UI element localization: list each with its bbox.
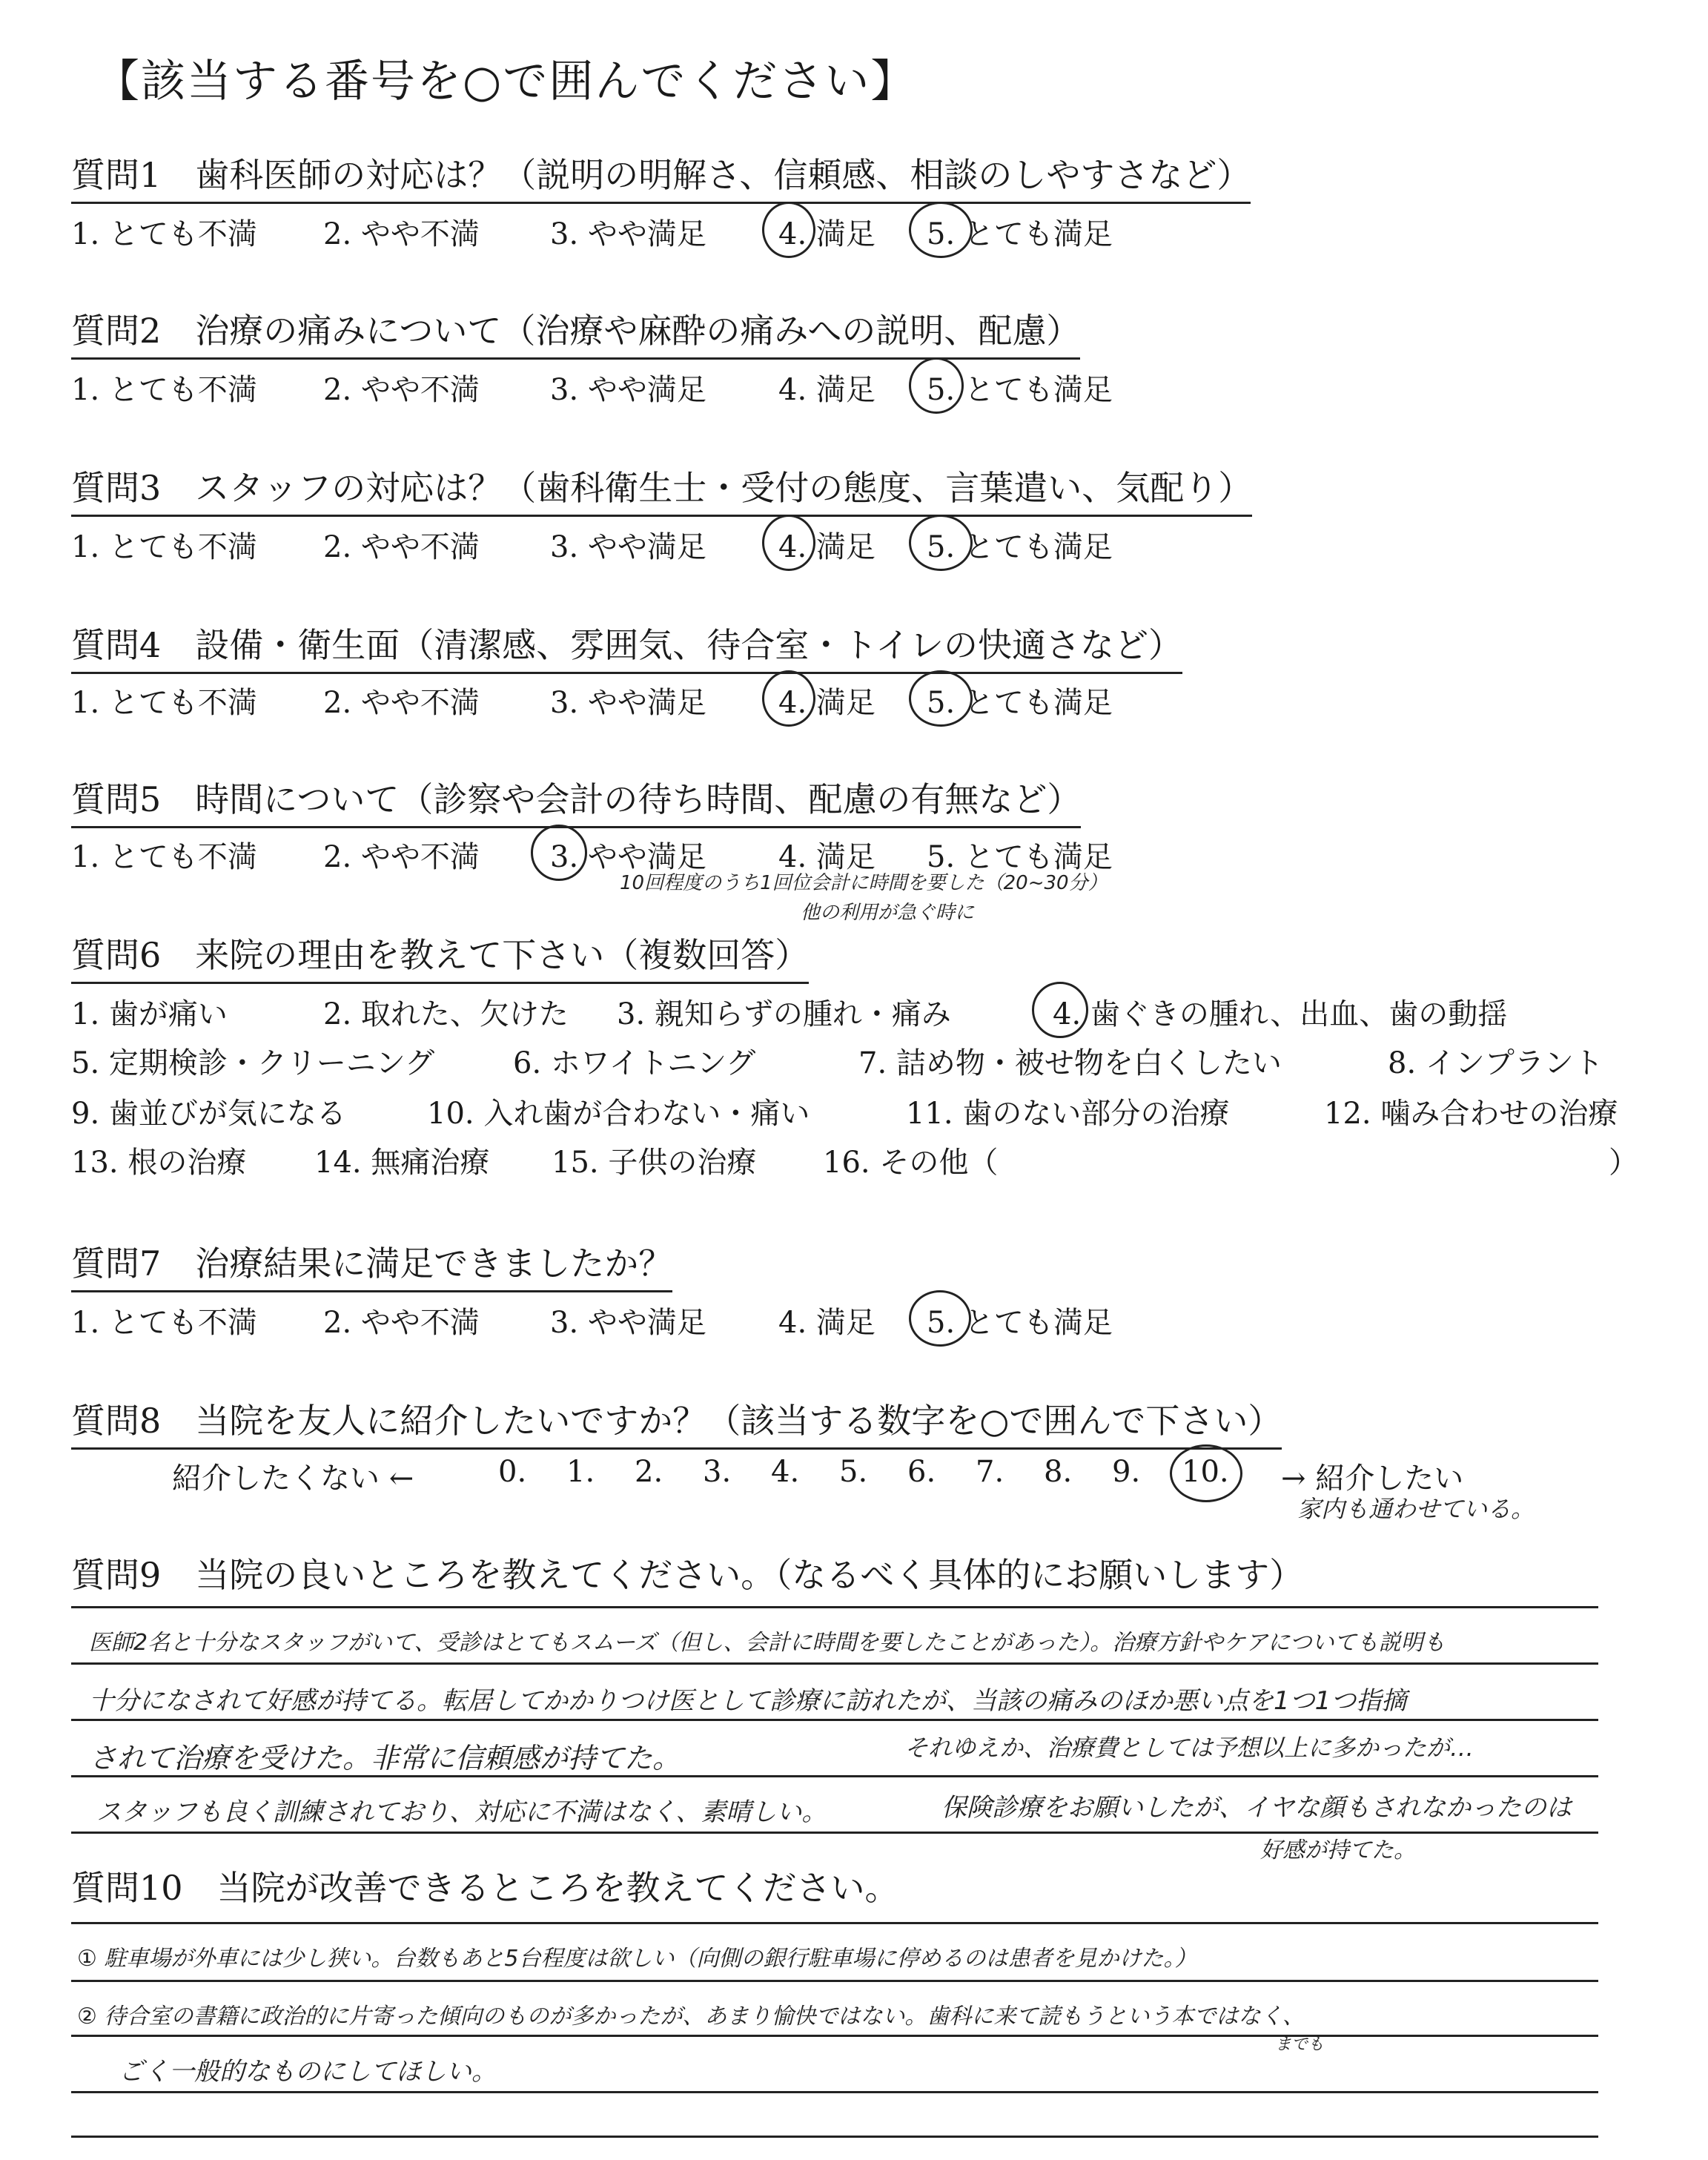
q8-scale-3[interactable]: 3.	[703, 1455, 732, 1489]
q9-answer-text-4b: 保険診療をお願いしたが、イヤな顔もされなかったのは	[941, 1793, 1572, 1823]
q6-option-11[interactable]: 11. 歯のない部分の治療	[906, 1097, 1230, 1131]
q7-circle-mark-5	[909, 1290, 971, 1347]
q10-answer-line-2	[71, 1980, 1598, 1982]
q6-circle-mark-4	[1032, 982, 1088, 1038]
q6-option-14[interactable]: 14. 無痛治療	[314, 1146, 490, 1180]
q3-option-4[interactable]: 4. 満足	[778, 530, 875, 564]
question-8-heading: 質問8 当院を友人に紹介したいですか？（該当する数字を○で囲んで下さい）	[71, 1394, 1282, 1450]
question-5-heading: 質問5 時間について（診察や会計の待ち時間、配慮の有無など）	[71, 773, 1081, 828]
q2-option-4[interactable]: 4. 満足	[778, 373, 875, 407]
q3-option-1[interactable]: 1. とても不満	[71, 530, 257, 564]
q3-circle-mark-5	[909, 515, 973, 571]
q6-option-10[interactable]: 10. 入れ歯が合わない・痛い	[427, 1097, 810, 1131]
q10-answer-text-3: ごく一般的なものにしてほしい。	[119, 2057, 497, 2087]
q10-answer-text-2: ② 待合室の書籍に政治的に片寄った傾向のものが多かったが、あまり愉快ではない。歯科に来て読もうという本ではなく、	[77, 2004, 1305, 2029]
q6-option-16[interactable]: 16. その他（	[823, 1146, 999, 1180]
q7-option-1[interactable]: 1. とても不満	[71, 1306, 257, 1340]
q8-scale-5[interactable]: 5.	[839, 1455, 868, 1489]
question-9-heading: 質問9 当院の良いところを教えてください。（なるべく具体的にお願いします）	[71, 1555, 1304, 1595]
q2-option-3[interactable]: 3. やや満足	[550, 373, 706, 407]
q8-scale-4[interactable]: 4.	[771, 1455, 800, 1489]
q8-handwritten-note: 家内も通わせている。	[1297, 1495, 1535, 1523]
q9-answer-line-1	[71, 1606, 1598, 1608]
q6-option-13[interactable]: 13. 根の治療	[71, 1146, 247, 1180]
q5-handwritten-note: 10回程度のうち1回位会計に時間を要した（20~30分）	[620, 872, 1108, 894]
q4-circle-mark-4	[762, 670, 815, 727]
q7-option-5[interactable]: 5. とても満足	[927, 1306, 1113, 1340]
q8-right-label: → 紹介したい	[1281, 1462, 1464, 1496]
q1-option-2[interactable]: 2. やや不満	[323, 217, 480, 251]
q3-option-5[interactable]: 5. とても満足	[927, 530, 1113, 564]
q9-answer-text-1: 医師2名と十分なスタッフがいて、受診はとてもスムーズ（但し、会計に時間を要したことがあった）。治療方針やケアについても説明も	[89, 1630, 1446, 1656]
q4-option-4[interactable]: 4. 満足	[778, 686, 875, 720]
q5-option-2[interactable]: 2. やや不満	[323, 840, 480, 874]
q7-option-4[interactable]: 4. 満足	[778, 1306, 875, 1340]
q3-option-3[interactable]: 3. やや満足	[550, 530, 706, 564]
q5-option-4[interactable]: 4. 満足	[778, 840, 875, 874]
question-2-heading: 質問2 治療の痛みについて（治療や麻酔の痛みへの説明、配慮）	[71, 304, 1080, 360]
question-4-heading: 質問4 設備・衛生面（清潔感、雰囲気、待合室・トイレの快適さなど）	[71, 618, 1182, 674]
q6-option-3[interactable]: 3. 親知らずの腫れ・痛み	[617, 997, 951, 1031]
q7-option-3[interactable]: 3. やや満足	[550, 1306, 706, 1340]
q9-answer-text-3: されて治療を受けた。非常に信頼感が持てた。	[89, 1742, 681, 1774]
q8-scale-8[interactable]: 8.	[1044, 1455, 1073, 1489]
q6-option-4[interactable]: 4. 歯ぐきの腫れ、出血、歯の動揺	[1053, 997, 1508, 1031]
q9-answer-text-5: 好感が持てた。	[1260, 1837, 1416, 1863]
q1-option-4[interactable]: 4. 満足	[778, 217, 875, 251]
q8-left-label: 紹介したくない ←	[172, 1462, 414, 1496]
q6-option-8[interactable]: 8. インプラント	[1388, 1046, 1603, 1080]
q3-circle-mark-4	[762, 515, 815, 571]
q4-option-2[interactable]: 2. やや不満	[323, 686, 480, 720]
q10-answer-line-4	[71, 2091, 1598, 2093]
q4-option-3[interactable]: 3. やや満足	[550, 686, 706, 720]
q4-option-1[interactable]: 1. とても不満	[71, 686, 257, 720]
q1-option-1[interactable]: 1. とても不満	[71, 217, 257, 251]
q8-scale-6[interactable]: 6.	[907, 1455, 936, 1489]
q9-answer-line-2	[71, 1662, 1598, 1665]
q1-option-5[interactable]: 5. とても満足	[927, 217, 1113, 251]
q6-option-7[interactable]: 7. 詰め物・被せ物を白くしたい	[858, 1046, 1282, 1080]
q3-option-2[interactable]: 2. やや不満	[323, 530, 480, 564]
question-1-heading: 質問1 歯科医師の対応は？（説明の明解さ、信頼感、相談のしやすさなど）	[71, 148, 1251, 204]
q9-answer-text-4: スタッフも良く訓練されており、対応に不満はなく、素晴しい。	[96, 1797, 827, 1827]
q4-circle-mark-5	[909, 670, 973, 727]
q4-option-5[interactable]: 5. とても満足	[927, 686, 1113, 720]
q1-circle-mark-5	[909, 202, 973, 258]
q10-answer-line-1	[71, 1922, 1598, 1924]
q8-circle-mark-10	[1170, 1444, 1242, 1502]
q8-scale-9[interactable]: 9.	[1112, 1455, 1141, 1489]
q2-circle-mark-5	[909, 357, 964, 414]
q6-option-9[interactable]: 9. 歯並びが気になる	[71, 1097, 346, 1131]
q9-answer-text-2: 十分になされて好感が持てる。転居してかかりつけ医として診療に訪れたが、当該の痛みのほか悪い点を1つ1つ指摘	[89, 1686, 1407, 1716]
question-10-heading: 質問10 当院が改善できるところを教えてください。	[71, 1868, 899, 1908]
q8-scale-7[interactable]: 7.	[976, 1455, 1004, 1489]
q5-option-1[interactable]: 1. とても不満	[71, 840, 257, 874]
question-7-heading: 質問7 治療結果に満足できましたか？	[71, 1237, 672, 1292]
q8-scale-1[interactable]: 1.	[566, 1455, 595, 1489]
q6-option-15[interactable]: 15. 子供の治療	[552, 1146, 757, 1180]
q1-circle-mark-4	[762, 202, 815, 258]
question-6-heading: 質問6 来院の理由を教えて下さい（複数回答）	[71, 928, 809, 984]
q2-option-2[interactable]: 2. やや不満	[323, 373, 480, 407]
q6-option-1[interactable]: 1. 歯が痛い	[71, 997, 228, 1031]
q8-scale-2[interactable]: 2.	[635, 1455, 663, 1489]
q2-option-1[interactable]: 1. とても不満	[71, 373, 257, 407]
q9-answer-text-3b: それゆえか、治療費としては予想以上に多かったが…	[904, 1734, 1474, 1762]
q6-option-2[interactable]: 2. 取れた、欠けた	[323, 997, 569, 1031]
q1-option-3[interactable]: 3. やや満足	[550, 217, 706, 251]
q8-scale-10[interactable]: 10.	[1182, 1455, 1229, 1489]
q6-option-5[interactable]: 5. 定期検診・クリーニング	[71, 1046, 435, 1080]
q6-option-6[interactable]: 6. ホワイトニング	[513, 1046, 756, 1080]
q5-handwritten-note-2: 他の利用が急ぐ時に	[801, 902, 975, 924]
q10-answer-line-3	[71, 2035, 1598, 2037]
q10-answer-text-1: ① 駐車場が外車には少し狭い。台数もあと5台程度は欲しい（向側の銀行駐車場に停めるのは患者を見かけた。）	[77, 1946, 1197, 1972]
q7-option-2[interactable]: 2. やや不満	[323, 1306, 480, 1340]
q6-option-12[interactable]: 12. 噛み合わせの治療	[1324, 1097, 1618, 1131]
q9-answer-line-3	[71, 1719, 1598, 1721]
q5-option-3[interactable]: 3. やや満足	[550, 840, 706, 874]
q5-circle-mark-3	[531, 825, 587, 881]
q8-scale-0[interactable]: 0.	[498, 1455, 527, 1489]
q10-answer-text-2b: までも	[1275, 2035, 1325, 2054]
q6-option-16-close: ）	[1609, 1146, 1638, 1180]
question-3-heading: 質問3 スタッフの対応は？（歯科衛生士・受付の態度、言葉遣い、気配り）	[71, 461, 1252, 517]
q5-option-5[interactable]: 5. とても満足	[927, 840, 1113, 874]
q10-answer-line-5	[71, 2136, 1598, 2138]
q2-option-5[interactable]: 5. とても満足	[927, 373, 1113, 407]
form-title: 【該当する番号を○で囲んでください】	[95, 56, 917, 108]
